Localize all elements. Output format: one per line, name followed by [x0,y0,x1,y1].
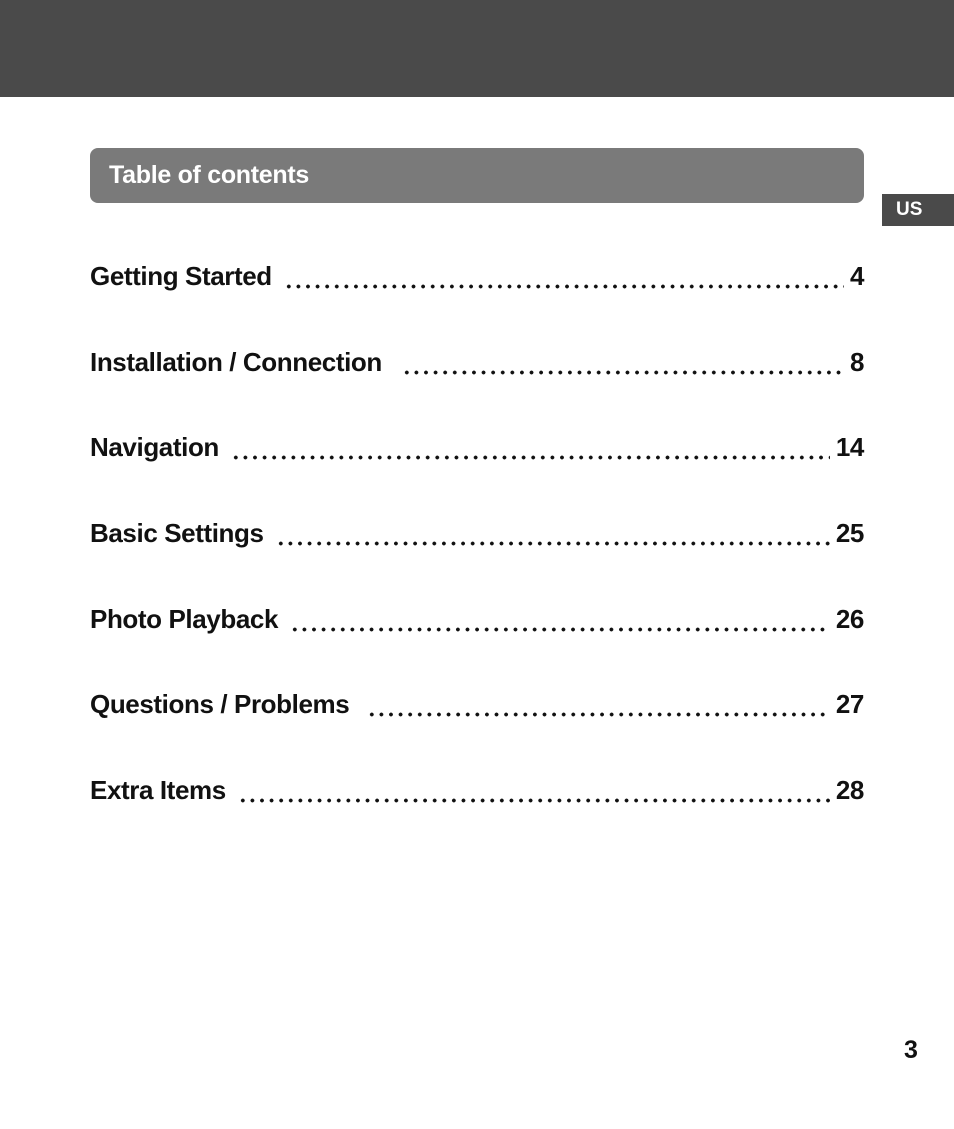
toc-entry-title: Basic Settings [90,518,264,549]
toc-entry-questions-problems[interactable] [90,682,864,768]
toc-entry-installation-connection[interactable] [90,340,864,426]
toc-entry-photo-playback[interactable] [90,597,864,683]
toc-entry-title: Installation / Connection [90,346,382,377]
toc-entry-getting-started[interactable] [90,254,864,340]
toc-entry-page: 14 [835,432,864,463]
toc-entry-page: 8 [849,346,864,377]
language-tab-label: US [896,199,923,220]
dot-leader [402,340,844,384]
toc-entry-page: 4 [849,261,864,291]
toc-heading: Table of contents [109,161,310,189]
toc-header-bar [90,148,864,203]
toc-list [90,254,864,854]
toc-entry-page: 27 [835,689,864,720]
toc-entry-page: 28 [835,775,864,806]
dot-leader [231,425,830,469]
toc-entry-title: Extra Items [90,775,226,806]
toc-entry-title: Photo Playback [90,603,279,634]
language-tab [882,194,954,226]
toc-entry-basic-settings[interactable] [90,511,864,597]
toc-entry-page: 26 [835,603,864,634]
dot-leader [238,768,830,812]
toc-entry-extra-items[interactable] [90,768,864,854]
toc-entry-title: Questions / Problems [90,689,350,720]
toc-entry-title: Navigation [90,432,219,463]
dot-leader [290,597,830,641]
page-number: 3 [904,1036,918,1064]
dot-leader [367,682,830,726]
toc-entry-page: 25 [835,518,864,549]
toc-entry-navigation[interactable] [90,425,864,511]
dot-leader [284,254,844,298]
dot-leader [276,511,830,555]
top-band [0,0,954,97]
toc-entry-title: Getting Started [90,261,272,291]
